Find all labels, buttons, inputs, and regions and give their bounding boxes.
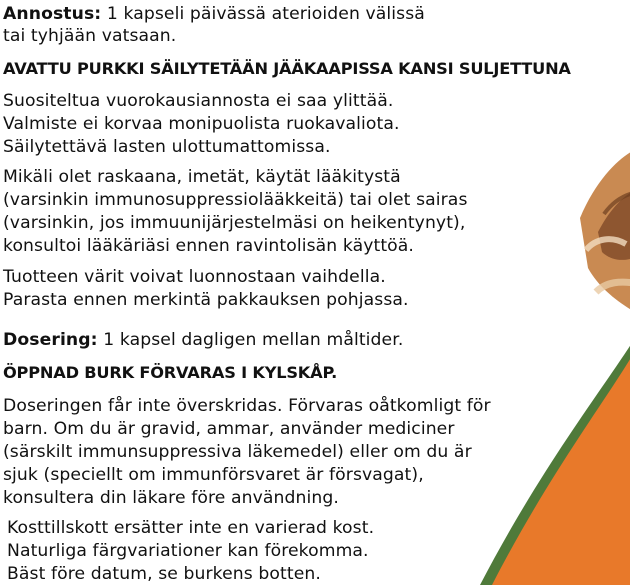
fi-dose-line2: tai tyhjään vatsaan. [3,26,177,46]
fi-storage-heading: AVATTU PURKKI SÄILYTETÄÄN JÄÄKAAPISSA KANSI SULJETTUNA [3,59,571,78]
fi-dose-text: 1 kapseli päivässä aterioiden välissä [101,4,425,24]
sv-warning-1: Doseringen får inte överskridas. Förvaras oåtkomligt för [3,396,491,416]
sv-dose-text: 1 kapsel dagligen mellan måltider. [97,330,404,350]
sv-warning-5: konsultera din läkare före användning. [3,488,339,508]
fi-dose-label: Annostus: [3,4,102,24]
fi-warning-3: Säilytettävä lasten ulottumattomissa. [3,137,331,157]
sv-dose-label: Dosering: [3,330,98,350]
fi-colour-note-1: Tuotteen värit voivat luonnostaan vaihdella. [3,267,386,287]
sv-dose-line [3,330,403,352]
sv-warning-4: sjuk (speciellt om immunförsvaret är försvagat), [3,465,424,485]
fi-warning-1: Suositeltua vuorokausiannosta ei saa ylittää. [3,91,394,111]
sv-warning-2: barn. Om du är gravid, ammar, använder mediciner [3,419,455,439]
fi-warning-2: Valmiste ei korvaa monipuolista ruokavaliota. [3,114,400,134]
fi-pregnancy-3: (varsinkin, jos immuunijärjestelmäsi on heikentynyt), [3,213,466,233]
sv-storage-heading: ÖPPNAD BURK FÖRVARAS I KYLSKÅP. [3,363,338,382]
fi-pregnancy-4: konsultoi lääkäriäsi ennen ravintolisän käyttöä. [3,236,414,256]
fi-dose-line [3,4,425,26]
fi-pregnancy-2: (varsinkin immunosuppressiolääkkeitä) tai olet sairas [3,190,468,210]
fi-colour-note-2: Parasta ennen merkintä pakkauksen pohjassa. [3,290,409,310]
sv-note-3: Bäst före datum, se burkens botten. [7,564,321,584]
fi-pregnancy-1: Mikäli olet raskaana, imetät, käytät lääkitystä [3,167,401,187]
sv-note-2: Naturliga färgvariationer kan förekomma. [7,541,369,561]
sv-note-1: Kosttillskott ersätter inte en varierad kost. [7,518,375,538]
sv-warning-3: (särskilt immunsuppressiva läkemedel) eller om du är [3,442,472,462]
